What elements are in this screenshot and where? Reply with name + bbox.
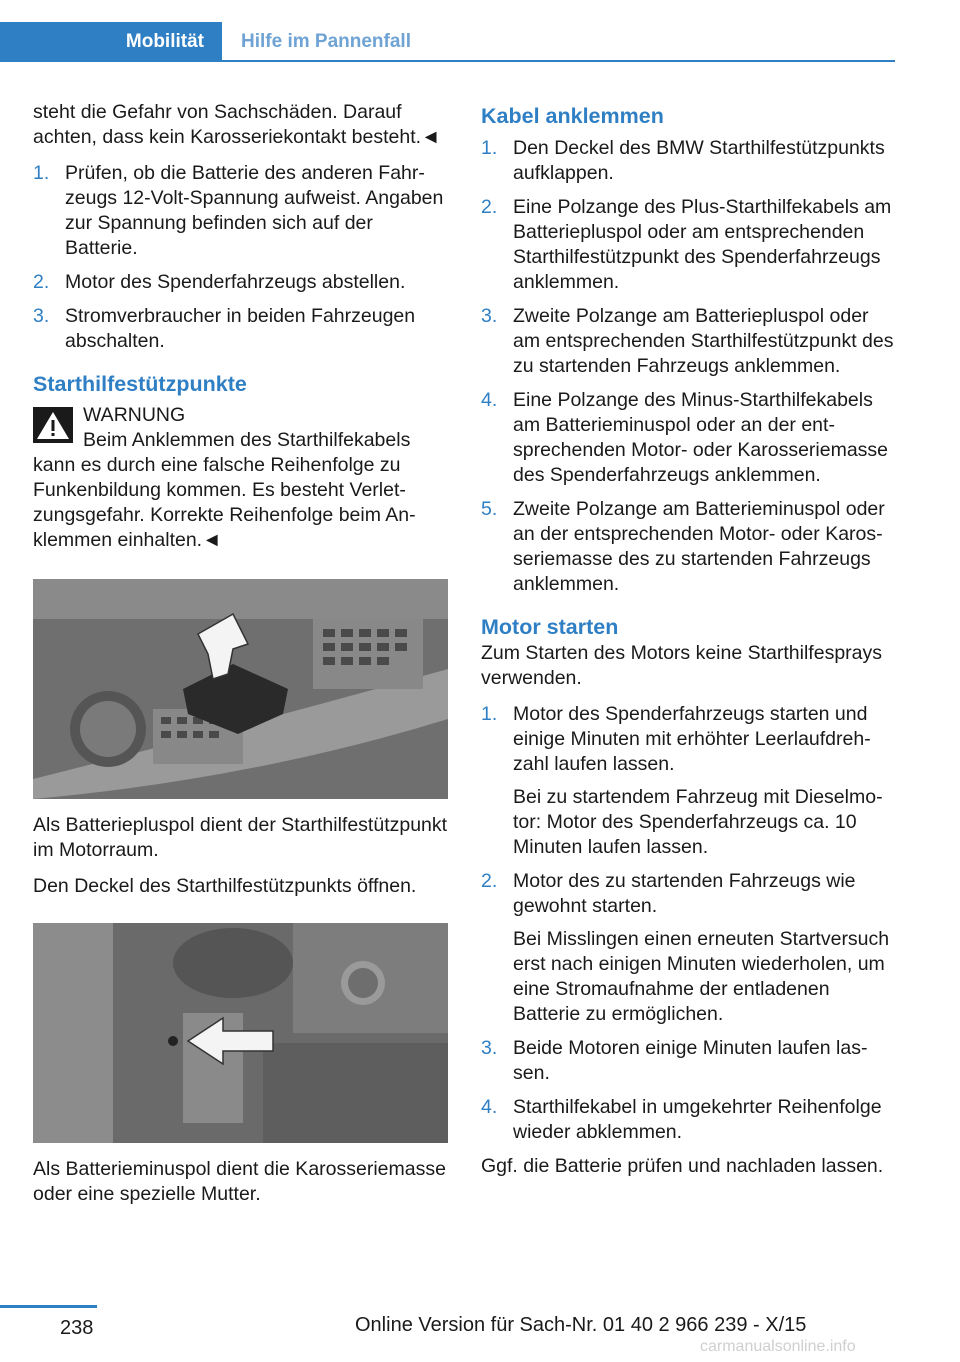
step-text: Starthilfekabel in umgekehrter Reihenfolge wieder abklemmen. (513, 1096, 882, 1143)
section-heading-motor-starten: Motor starten (481, 615, 619, 639)
footer-divider (0, 1305, 97, 1308)
caption-plus-pole: Als Batteriepluspol dient der Starthilfestützpunkt im Motorraum. (33, 814, 448, 861)
step-number: 3. (481, 1037, 498, 1059)
step-text: Motor des Spenderfahrzeugs abstellen. (65, 271, 406, 293)
list-item (481, 1095, 896, 1145)
list-item (481, 702, 896, 860)
step-text: Eine Polzange des Minus-Starthilfekabels am Batterieminuspol oder an der entsprechenden Motor- oder Karosseriemasse des Spenderfahrzeugs anklemmen. (513, 389, 889, 486)
list-item (33, 161, 448, 261)
left-column (33, 100, 448, 1218)
engine-bay-plus-illustration (33, 579, 448, 799)
online-version-text: Online Version für Sach-Nr. 01 40 2 966 239 - X/15 (355, 1314, 807, 1336)
step-text: Den Deckel des BMW Starthilfestützpunkts aufklappen. (513, 137, 885, 184)
step-number: 2. (481, 196, 498, 218)
step-number: 2. (33, 271, 50, 293)
list-item (481, 195, 896, 295)
tab-mobilitaet[interactable]: Mobilität (0, 22, 222, 62)
step-text: Motor des Spenderfahrzeugs starten und einige Minuten mit erhöhter Leerlaufdrehzahl laufen lassen. (513, 703, 871, 775)
page-header (0, 22, 895, 62)
list-item (481, 1036, 896, 1086)
step-text: Motor des zu startenden Fahrzeugs wie gewohnt starten. (513, 870, 856, 917)
warning-triangle-icon (33, 407, 73, 443)
intro-paragraph: steht die Gefahr von Sachschäden. Darauf achten, dass kein Karosseriekontakt besteht.◄ (33, 101, 441, 148)
step-text: Stromverbraucher in beiden Fahrzeugen abschalten. (65, 305, 416, 352)
caption-minus-pole: Als Batterieminuspol dient die Karosseriemasse oder eine spezielle Mutter. (33, 1158, 446, 1205)
tab-hilfe-im-pannenfall[interactable]: Hilfe im Pannenfall (241, 31, 411, 52)
start-steps-list (481, 702, 896, 1145)
step-number: 5. (481, 498, 498, 520)
list-item (481, 136, 896, 186)
caption-open-cover: Den Deckel des Starthilfestützpunkts öffnen. (33, 875, 417, 897)
right-column (481, 100, 896, 1190)
section-heading-kabel-anklemmen: Kabel anklemmen (481, 104, 664, 128)
closing-note: Ggf. die Batterie prüfen und nachladen lassen. (481, 1155, 884, 1177)
step-number: 2. (481, 870, 498, 892)
step-text: Prüfen, ob die Batterie des anderen Fahrzeugs 12-Volt-Spannung aufweist. Angaben zur Spannung befinden sich auf der Batterie. (65, 162, 444, 259)
step-subtext: Bei Misslingen einen erneuten Startversuch erst nach einigen Minuten wiederholen, um eine Stromaufnahme der entladenen Batterie zu ermöglichen. (513, 928, 890, 1025)
step-text: Zweite Polzange am Batterieminuspol oder an der entsprechenden Motor- oder Karosseriemasse des zu startenden Fahrzeugs anklemmen. (513, 498, 885, 595)
step-subtext: Bei zu startendem Fahrzeug mit Dieselmotor: Motor des Spenderfahrzeugs ca. 10 Minuten laufen lassen. (513, 786, 883, 858)
warning-title: WARNUNG (83, 404, 186, 426)
step-text: Beide Motoren einige Minuten laufen lassen. (513, 1037, 868, 1084)
watermark: carmanualsonline.info (700, 1338, 856, 1355)
step-number: 4. (481, 1096, 498, 1118)
engine-bay-minus-illustration (33, 923, 448, 1143)
list-item (481, 869, 896, 1027)
step-number: 4. (481, 389, 498, 411)
step-text: Eine Polzange des Plus-Starthilfekabels am Batteriepluspol oder am entsprechenden Starthilfestützpunkt des Spenderfahrzeugs anklemmen. (513, 196, 892, 293)
warning-block (33, 403, 448, 553)
list-item (481, 388, 896, 488)
engine-bay-photo-minus (33, 923, 448, 1143)
list-item (33, 270, 448, 295)
warning-text: kann es durch eine falsche Reihenfolge zu Funkenbildung kommen. Es besteht Verletzungsgefahr. Korrekte Reihenfolge beim Anklemmen einhalten.◄ (33, 454, 416, 551)
section-heading-starthilfestuetzpunkte: Starthilfestützpunkte (33, 372, 247, 396)
header-divider (222, 60, 895, 62)
step-text: Zweite Polzange am Batteriepluspol oder am entsprechenden Starthilfestützpunkt des zu startenden Fahrzeugs anklemmen. (513, 305, 894, 377)
warning-text-first-line: Beim Anklemmen des Starthilfekabels (83, 429, 411, 451)
list-item (481, 304, 896, 379)
engine-bay-photo-plus (33, 579, 448, 799)
motor-start-intro: Zum Starten des Motors keine Starthilfesprays verwenden. (481, 642, 882, 689)
step-number: 1. (481, 703, 498, 725)
step-number: 1. (33, 162, 50, 184)
step-number: 3. (33, 305, 50, 327)
list-item (33, 304, 448, 354)
list-item (481, 497, 896, 597)
prep-steps-list (33, 161, 448, 354)
page-number: 238 (60, 1317, 94, 1339)
step-number: 3. (481, 305, 498, 327)
connect-steps-list (481, 136, 896, 597)
step-number: 1. (481, 137, 498, 159)
